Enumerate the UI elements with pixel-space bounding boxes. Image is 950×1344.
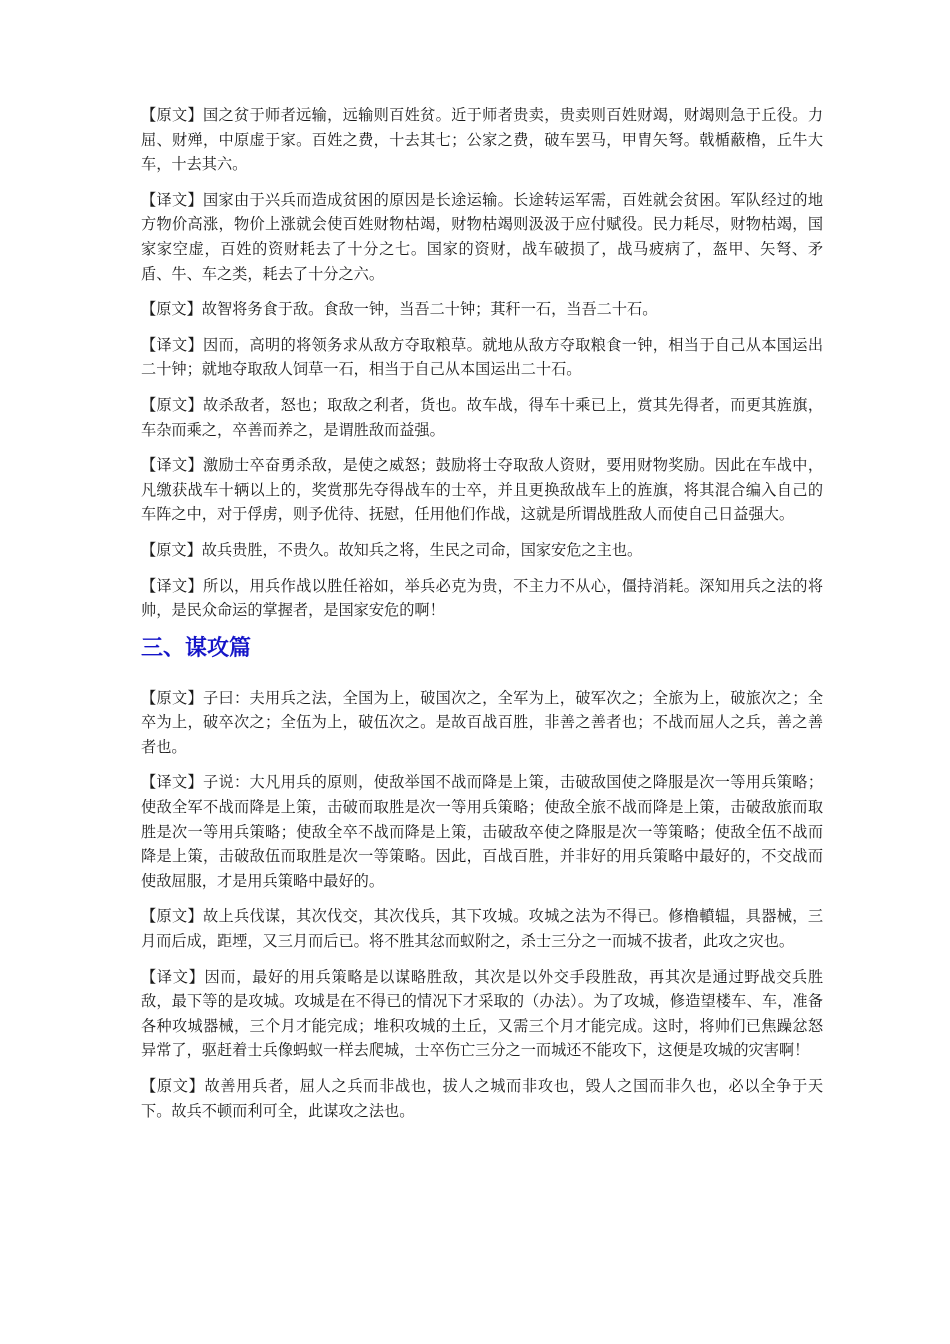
paragraph-text: 子曰：夫用兵之法，全国为上，破国次之，全军为上，破军次之；全旅为上，破旅次之；全卒为上，破卒次之；全伍为上，破伍次之。是故百战百胜，非善之善者也；不战而屈人之兵，善之善者也。: [141, 688, 824, 756]
paragraph-yuanwen-6: [141, 904, 823, 953]
paragraph-text: 国家由于兴兵而造成贫困的原因是长途运输。长途转运军需，百姓就会贫困。军队经过的地方物价高涨，物价上涨就会使百姓财物枯竭，财物枯竭则汲汲于应付赋役。民力耗尽，财物枯竭，国家家空虚，百姓的资财耗去了十分之七。国家的资财，战车破损了，战马疲病了，盔甲、矢弩、矛盾、牛、车之类，耗去了十分之六。: [141, 190, 824, 283]
paragraph-yuanwen-3: [141, 393, 823, 442]
paragraph-text: 故智将务食于敌。食敌一钟，当吾二十钟；萁秆一石，当吾二十石。: [201, 300, 658, 319]
paragraph-yiwen-5: [141, 770, 823, 893]
paragraph-text: 所以，用兵作战以胜任裕如，举兵必克为贵，不主力不从心，僵持消耗。深知用兵之法的将帅，是民众命运的掌握者，是国家安危的啊！: [141, 576, 824, 620]
paragraph-yuanwen-7: [141, 1074, 823, 1123]
paragraph-yiwen-4: [141, 574, 823, 623]
paragraph-text: 故杀敌者，怒也；取敌之利者，货也。故车战，得车十乘已上，赏其先得者，而更其旌旗，车杂而乘之，卒善而养之，是谓胜敌而益强。: [141, 395, 824, 439]
yuanwen-tag: 【原文】: [141, 1077, 205, 1095]
paragraph-yiwen-1: [141, 188, 823, 286]
yiwen-tag: 【译文】: [141, 190, 204, 209]
yiwen-tag: 【译文】: [141, 576, 204, 595]
yuanwen-tag: 【原文】: [141, 688, 204, 707]
yiwen-tag: 【译文】: [141, 335, 204, 354]
paragraph-yiwen-2: [141, 333, 823, 382]
yiwen-tag: 【译文】: [141, 967, 205, 986]
paragraph-text: 故兵贵胜，不贵久。故知兵之将，生民之司命，国家安危之主也。: [201, 540, 643, 559]
paragraph-yuanwen-4: [141, 538, 823, 563]
paragraph-text: 因而，高明的将领务求从敌方夺取粮草。就地从敌方夺取粮食一钟，相当于自己从本国运出二十钟；就地夺取敌人饲草一石，相当于自己从本国运出二十石。: [141, 335, 824, 379]
yiwen-tag: 【译文】: [141, 456, 204, 475]
yuanwen-tag: 【原文】: [141, 300, 202, 319]
yuanwen-tag: 【原文】: [141, 540, 202, 559]
paragraph-text: 因而，最好的用兵策略是以谋略胜敌，其次是以外交手段胜敌，再其次是通过野战交兵胜敌，最下等的是攻城。攻城是在不得已的情况下才采取的（办法）。为了攻城，修造望楼车、车，准备各种攻城器械，三个月才能完成；堆积攻城的土丘，又需三个月才能完成。这时，将帅们已焦躁忿怒异常了，驱赶着士兵像蚂蚁一样去爬城，士卒伤亡三分之一而城还不能攻下，这便是攻城的灾害啊！: [141, 967, 824, 1060]
paragraph-text: 故善用兵者，屈人之兵而非战也，拔人之城而非攻也，毁人之国而非久也，必以全争于天下。故兵不顿而利可全，此谋攻之法也。: [141, 1077, 824, 1120]
paragraph-text: 国之贫于师者远输，远输则百姓贫。近于师者贵卖，贵卖则百姓财竭，财竭则急于丘役。力屈、财殚，中原虚于家。百姓之费，十去其七；公家之费，破车罢马，甲胄矢弩。戟楯蔽橹，丘牛大车，十去其六。: [141, 106, 824, 174]
paragraph-yuanwen-5: [141, 686, 823, 760]
paragraph-yiwen-6: [141, 965, 823, 1063]
paragraph-text: 激励士卒奋勇杀敌，是使之威怒；鼓励将士夺取敌人资财，要用财物奖励。因此在车战中，凡缴获战车十辆以上的，奖赏那先夺得战车的士卒，并且更换敌战车上的旌旗，将其混合编入自己的车阵之中，对于俘虏，则予优待、抚慰，任用他们作战，这就是所谓战胜敌人而使自己日益强大。: [141, 456, 824, 524]
paragraph-yuanwen-1: [141, 103, 823, 177]
paragraph-text: 故上兵伐谋，其次伐交，其次伐兵，其下攻城。攻城之法为不得已。修橹轒辒，具器械，三月而后成，距堙，又三月而后已。将不胜其忿而蚁附之，杀士三分之一而城不拔者，此攻之灾也。: [141, 907, 824, 951]
document-page: [141, 103, 823, 1134]
paragraph-yuanwen-2: [141, 297, 823, 322]
paragraph-yiwen-3: [141, 453, 823, 527]
yuanwen-tag: 【原文】: [141, 106, 204, 124]
section-heading: 三、谋攻篇: [141, 635, 252, 661]
paragraph-text: 子说：大凡用兵的原则，使敌举国不战而降是上策，击破敌国使之降服是次一等用兵策略；使敌全军不战而降是上策，击破而取胜是次一等用兵策略；使敌全旅不战而降是上策，击破敌旅而取胜是次一等用兵策略；使敌全卒不战而降是上策，击破敌卒使之降服是次一等策略；使敌全伍不战而降是上策，击破敌伍而取胜是次一等策略。因此，百战百胜，并非好的用兵策略中最好的，不交战而使敌屈服，才是用兵策略中最好的。: [141, 773, 824, 890]
yiwen-tag: 【译文】: [141, 773, 204, 792]
yuanwen-tag: 【原文】: [141, 395, 204, 414]
yuanwen-tag: 【原文】: [141, 907, 204, 926]
